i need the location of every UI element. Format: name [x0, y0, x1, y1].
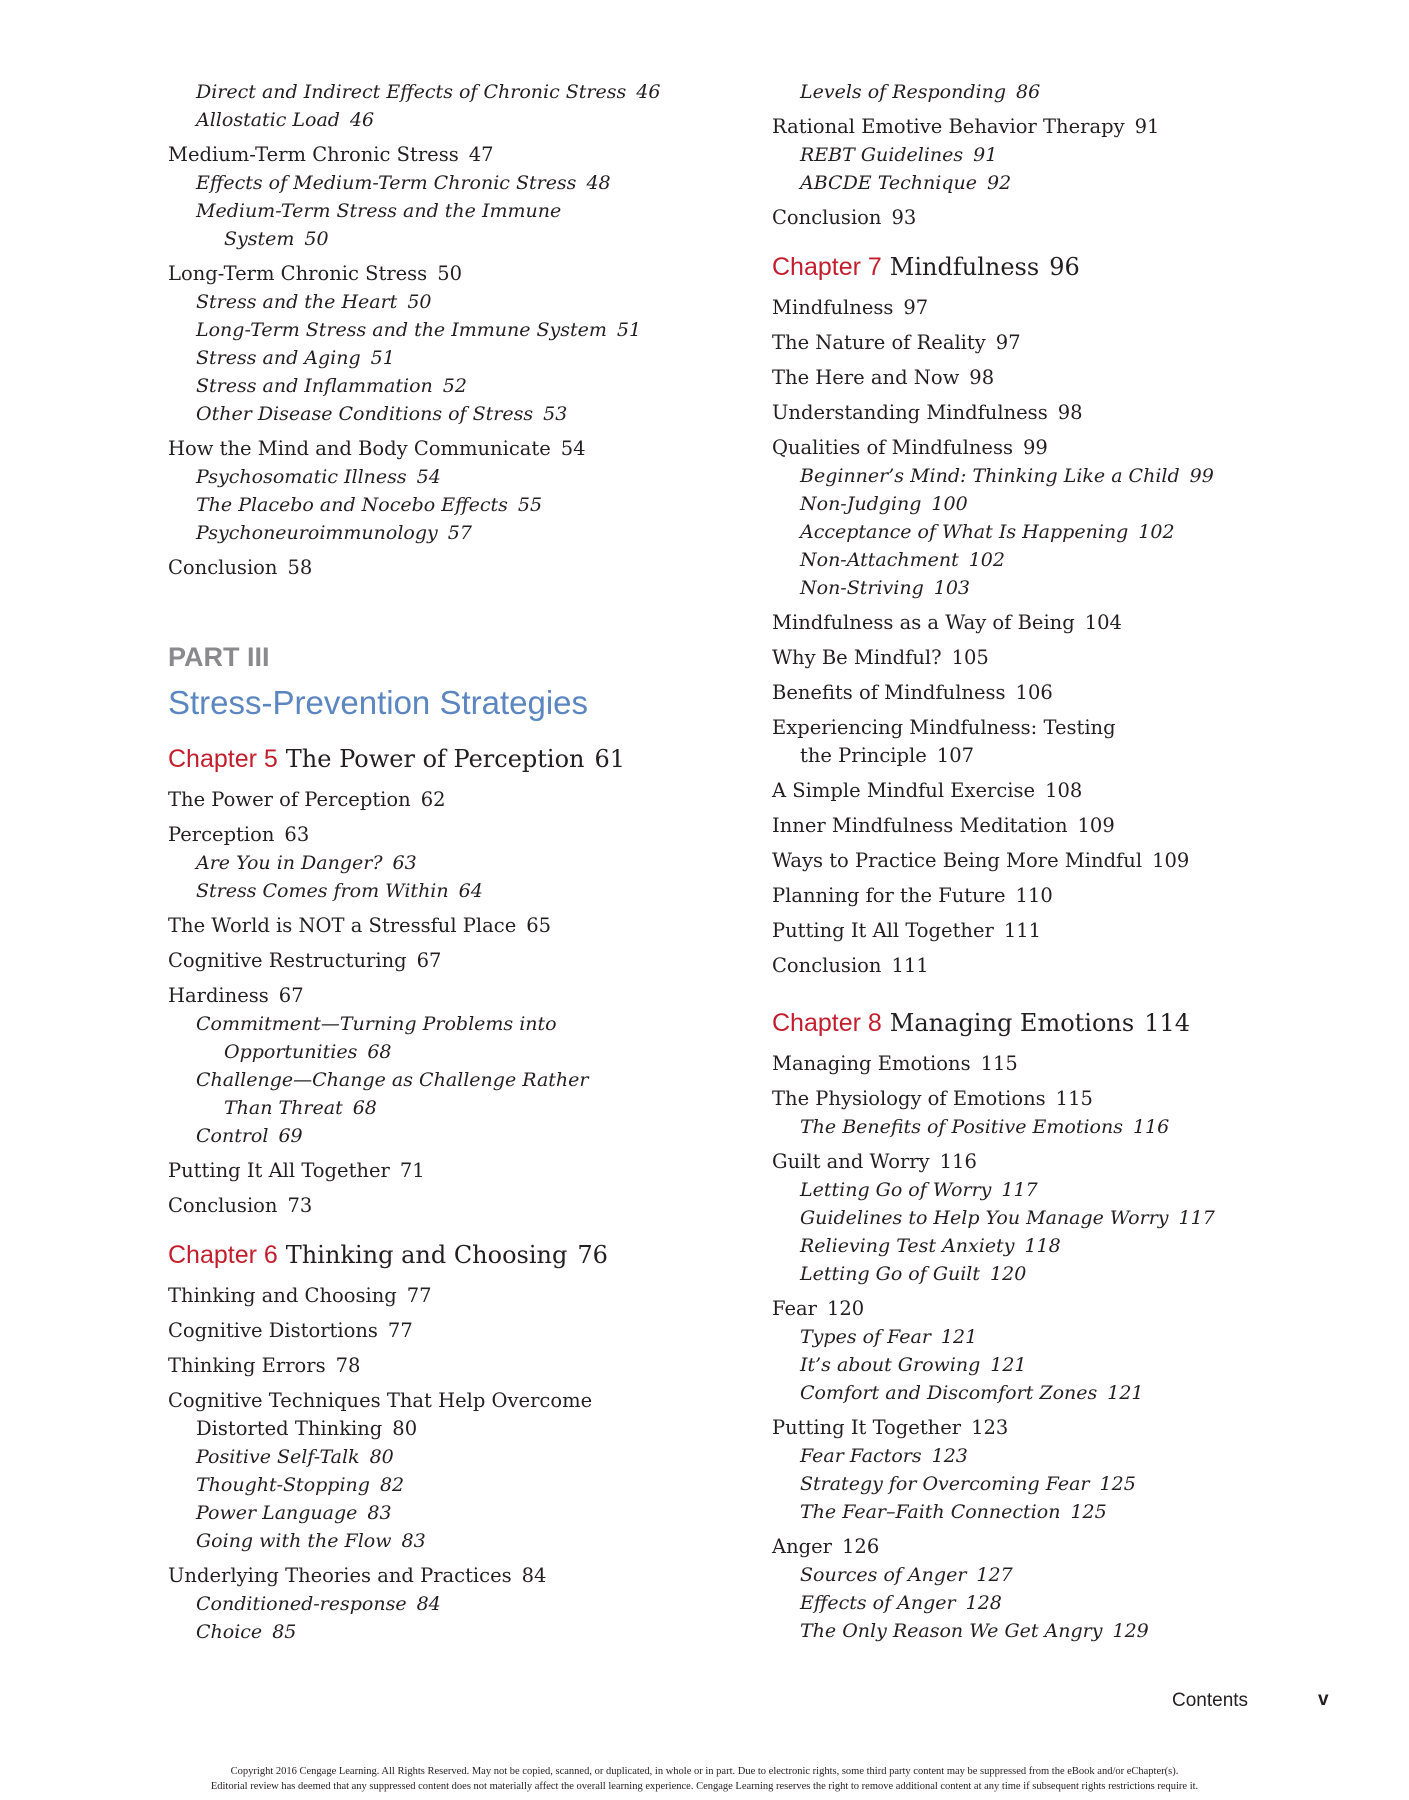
entry-text-continued: the Principle: [800, 744, 927, 767]
toc-entry: [168, 947, 728, 975]
entry-text: Qualities of Mindfulness: [772, 436, 1013, 459]
page-number: 63: [392, 852, 417, 874]
toc-subentry: [772, 518, 1372, 546]
toc-subentry: [168, 197, 728, 253]
page-number: 50: [407, 291, 432, 313]
toc-entry: [168, 1317, 728, 1345]
toc-entry: [772, 204, 1372, 232]
page-number: 67: [416, 949, 442, 972]
entry-text: The World is NOT a Stressful Place: [168, 914, 517, 937]
toc-subentry: [168, 1066, 728, 1122]
page-number: 118: [1024, 1235, 1061, 1257]
page-number: 127: [976, 1564, 1013, 1586]
entry-text: Cognitive Restructuring: [168, 949, 407, 972]
toc-subentry: [772, 78, 1372, 106]
entry-text: Thinking and Choosing: [168, 1284, 397, 1307]
entry-text: Mindfulness: [772, 296, 894, 319]
toc-subentry: [772, 1260, 1372, 1288]
entry-text: Putting It All Together: [772, 919, 994, 942]
page-number: 115: [1055, 1087, 1093, 1110]
toc-subentry: [168, 519, 728, 547]
page-number: 121: [990, 1354, 1027, 1376]
toc-subentry: [168, 400, 728, 428]
running-footer-label: Contents: [1172, 1690, 1249, 1711]
toc-subentry: [168, 877, 728, 905]
toc-subentry: [772, 574, 1372, 602]
toc-entry: [772, 1050, 1372, 1078]
entry-text: Guidelines to Help You Manage Worry: [800, 1207, 1169, 1229]
page-number: 52: [442, 375, 467, 397]
chapter-number: Chapter 8: [772, 1009, 882, 1037]
toc-subentry: [168, 1443, 728, 1471]
entry-continuation-line: [168, 1415, 728, 1443]
chapter-number: Chapter 6: [168, 1241, 278, 1269]
entry-text: Rational Emotive Behavior Therapy: [772, 115, 1125, 138]
entry-text: Conclusion: [772, 954, 882, 977]
entry-text: The Benefits of Positive Emotions: [800, 1116, 1123, 1138]
toc-entry: [772, 882, 1372, 910]
page-number: 115: [980, 1052, 1018, 1075]
page-number: 108: [1045, 779, 1083, 802]
toc-entry: [772, 329, 1372, 357]
toc-subentry: [772, 1176, 1372, 1204]
entry-text: Psychoneuroimmunology: [196, 522, 438, 544]
entry-text: Ways to Practice Being More Mindful: [772, 849, 1143, 872]
entry-text: The Power of Perception: [168, 788, 411, 811]
page-number: 46: [636, 81, 661, 103]
toc-entry: [168, 1192, 728, 1220]
chapter-number: Chapter 5: [168, 745, 278, 773]
chapter-page: 61: [594, 745, 626, 773]
toc-subentry: [772, 1442, 1372, 1470]
entry-text: The Fear–Faith Connection: [800, 1501, 1061, 1523]
entry-text: Control: [196, 1125, 269, 1147]
entry-text: Commitment—Turning Problems into: [196, 1013, 557, 1035]
page-number: 83: [367, 1502, 392, 1524]
entry-continuation-line: [772, 742, 1372, 770]
entry-text: A Simple Mindful Exercise: [772, 779, 1036, 802]
page-number: 116: [939, 1150, 977, 1173]
toc-subentry: [168, 106, 728, 134]
page-number: 83: [401, 1530, 426, 1552]
entry-text: The Placebo and Nocebo Effects: [196, 494, 508, 516]
entry-text: Choice: [196, 1621, 263, 1643]
toc-subentry: [772, 1589, 1372, 1617]
toc-subentry: [772, 546, 1372, 574]
toc-subentry: [772, 169, 1372, 197]
toc-entry: [168, 982, 728, 1010]
entry-text: REBT Guidelines: [800, 144, 964, 166]
page-number: 86: [1016, 81, 1041, 103]
page-number: 91: [1134, 115, 1160, 138]
page-number: 102: [968, 549, 1005, 571]
page-number: 46: [349, 109, 375, 131]
entry-text: Beginner’s Mind: Thinking Like a Child: [800, 465, 1180, 487]
page-number: 105: [951, 646, 989, 669]
entry-text: It’s about Growing: [800, 1354, 981, 1376]
toc-subentry: [168, 78, 728, 106]
page-number: 77: [406, 1284, 432, 1307]
toc-entry: [168, 786, 728, 814]
entry-text: Positive Self-Talk: [196, 1446, 360, 1468]
entry-text: Stress Comes from Within: [196, 880, 449, 902]
page-number: 129: [1112, 1620, 1149, 1642]
page-number: 77: [387, 1319, 413, 1342]
entry-text: Conditioned-response: [196, 1593, 407, 1615]
toc-entry: [168, 912, 728, 940]
toc-entry: [168, 141, 728, 169]
entry-text: Long-Term Stress and the Immune System: [196, 319, 607, 341]
toc-entry: [772, 364, 1372, 392]
toc-entry: [772, 1085, 1372, 1113]
page-number: 48: [586, 172, 611, 194]
toc-subentry: [168, 316, 728, 344]
copyright-line: Copyright 2016 Cengage Learning. All Rights Reserved. May not be copied, scanned, or duplicated, in whole or in part. Due to electronic rights, some third party content may be suppressed from the eBook and/or eChapter(s).: [230, 1766, 1179, 1777]
entry-text: Letting Go of Guilt: [800, 1263, 981, 1285]
page-number: 126: [842, 1535, 880, 1558]
toc-subentry: [772, 1323, 1372, 1351]
entry-text: Medium-Term Stress and the Immune: [196, 200, 562, 222]
toc-entry: [772, 1414, 1372, 1442]
page-number: 128: [965, 1592, 1002, 1614]
chapter-title: Thinking and Choosing: [285, 1241, 568, 1269]
toc-entry: [772, 609, 1372, 637]
toc-subentry: [168, 1010, 728, 1066]
page-number: 71: [399, 1159, 425, 1182]
page-number: 92: [987, 172, 1012, 194]
entry-text: Putting It Together: [772, 1416, 962, 1439]
entry-text: Levels of Responding: [800, 81, 1006, 103]
page-number: 68: [352, 1097, 377, 1119]
page-number: 50: [304, 228, 329, 250]
entry-text: Types of Fear: [800, 1326, 931, 1348]
chapter-title: Managing Emotions: [889, 1009, 1135, 1037]
toc-subentry: [772, 1113, 1372, 1141]
toc-entry: [772, 1148, 1372, 1176]
entry-text: Benefits of Mindfulness: [772, 681, 1006, 704]
toc-entry: [772, 434, 1372, 462]
toc-entry: [168, 435, 728, 463]
page-number: 102: [1138, 521, 1175, 543]
entry-text: Effects of Anger: [800, 1592, 956, 1614]
entry-text: Thinking Errors: [168, 1354, 326, 1377]
toc-entry: [168, 821, 728, 849]
page-number: 110: [1015, 884, 1053, 907]
entry-text: Relieving Test Anxiety: [800, 1235, 1015, 1257]
part-title: Stress-Prevention Strategies: [168, 684, 589, 721]
entry-text: Psychosomatic Illness: [196, 466, 407, 488]
entry-text: Understanding Mindfulness: [772, 401, 1048, 424]
page-number: 69: [278, 1125, 303, 1147]
entry-text: Effects of Medium-Term Chronic Stress: [196, 172, 577, 194]
toc-subentry: [168, 169, 728, 197]
toc-entry: [772, 644, 1372, 672]
entry-text-continued: System: [224, 228, 295, 250]
toc-entry: [772, 679, 1372, 707]
entry-text: Direct and Indirect Effects of Chronic Stress: [196, 81, 627, 103]
toc-entry: [168, 1387, 728, 1443]
toc-subentry: [772, 1498, 1372, 1526]
entry-text: Fear Factors: [800, 1445, 922, 1467]
page-number: 120: [990, 1263, 1027, 1285]
page-number: 104: [1084, 611, 1122, 634]
chapter-page: 114: [1144, 1009, 1191, 1037]
entry-text: Mindfulness as a Way of Being: [772, 611, 1075, 634]
toc-subentry: [772, 1617, 1372, 1645]
entry-text: Are You in Danger?: [196, 852, 383, 874]
entry-text: The Nature of Reality: [772, 331, 986, 354]
toc-entry: [772, 952, 1372, 980]
toc-entry: [772, 399, 1372, 427]
toc-entry: [168, 1562, 728, 1590]
entry-text: Fear: [772, 1297, 817, 1320]
entry-text: Thought-Stopping: [196, 1474, 370, 1496]
toc-subentry: [168, 849, 728, 877]
toc-entry: [772, 917, 1372, 945]
page-number: 103: [933, 577, 971, 599]
entry-text: Conclusion: [772, 206, 882, 229]
page-number: 62: [420, 788, 446, 811]
entry-text: The Physiology of Emotions: [772, 1087, 1046, 1110]
entry-continuation-line: [196, 225, 728, 253]
toc-entry: [772, 847, 1372, 875]
toc-subentry: [168, 1590, 728, 1618]
entry-text-continued: Than Threat: [224, 1097, 343, 1119]
entry-text-continued: Distorted Thinking: [196, 1417, 383, 1440]
entry-text: Medium-Term Chronic Stress: [168, 143, 459, 166]
toc-subentry: [168, 1122, 728, 1150]
chapter-title: The Power of Perception: [285, 745, 585, 773]
page-number: 73: [287, 1194, 313, 1217]
toc-entry: [168, 554, 728, 582]
page-number: 54: [416, 466, 441, 488]
page-number: 54: [560, 437, 586, 460]
page-number: 51: [370, 347, 395, 369]
toc-subentry: [168, 1618, 728, 1646]
chapter-heading: [168, 742, 728, 779]
entry-text: Allostatic Load: [196, 109, 340, 131]
entry-continuation-line: [196, 1094, 728, 1122]
entry-text: Putting It All Together: [168, 1159, 390, 1182]
entry-text: Challenge—Change as Challenge Rather: [196, 1069, 589, 1091]
entry-text: Power Language: [196, 1502, 358, 1524]
toc-entry: [772, 812, 1372, 840]
page-number: 80: [369, 1446, 394, 1468]
page-number: 78: [335, 1354, 361, 1377]
page-number: 51: [616, 319, 642, 341]
entry-text: Stress and Aging: [196, 347, 361, 369]
toc-entry: [772, 714, 1372, 770]
entry-text: Conclusion: [168, 556, 278, 579]
page-number: 123: [931, 1445, 968, 1467]
page-number: 99: [1189, 465, 1214, 487]
page-number: 125: [1099, 1473, 1136, 1495]
entry-text: Non-Attachment: [800, 549, 959, 571]
toc-subentry: [168, 372, 728, 400]
page-number: 120: [826, 1297, 865, 1320]
entry-text: Planning for the Future: [772, 884, 1006, 907]
page-number: 109: [1077, 814, 1115, 837]
chapter-page: 96: [1049, 253, 1080, 281]
toc-subentry: [772, 1204, 1372, 1232]
entry-text: Non-Striving: [800, 577, 924, 599]
page-number: 53: [543, 403, 568, 425]
toc-entry: [168, 1157, 728, 1185]
page-number: 99: [1023, 436, 1048, 459]
toc-right-column: [772, 78, 1372, 1645]
page-number: 80: [392, 1417, 418, 1440]
page-number: 111: [891, 954, 929, 977]
toc-subentry: [772, 1232, 1372, 1260]
entry-text: Perception: [168, 823, 275, 846]
toc-subentry: [168, 344, 728, 372]
entry-text: Hardiness: [168, 984, 269, 1007]
toc-entry: [772, 294, 1372, 322]
page-number: v: [1318, 1689, 1329, 1710]
page-number: 67: [278, 984, 304, 1007]
toc-left-column: [168, 78, 728, 1646]
entry-text: ABCDE Technique: [800, 172, 977, 194]
entry-text: Comfort and Discomfort Zones: [800, 1382, 1098, 1404]
toc-entry: [168, 1352, 728, 1380]
page-number: 100: [931, 493, 968, 515]
entry-text: Acceptance of What Is Happening: [800, 521, 1129, 543]
page-number: 111: [1003, 919, 1042, 942]
page-number: 98: [1057, 401, 1083, 424]
entry-text: Managing Emotions: [772, 1052, 971, 1075]
entry-text: Conclusion: [168, 1194, 278, 1217]
page-number: 121: [940, 1326, 978, 1348]
toc-subentry: [772, 141, 1372, 169]
entry-text: Experiencing Mindfulness: Testing: [772, 716, 1116, 739]
page-number: 98: [969, 366, 995, 389]
entry-text: Strategy for Overcoming Fear: [800, 1473, 1090, 1495]
page-number: 50: [437, 262, 463, 285]
toc-subentry: [772, 1351, 1372, 1379]
entry-continuation-line: [196, 1038, 728, 1066]
part-label: PART III: [168, 642, 270, 672]
page-number: 117: [1178, 1207, 1215, 1229]
toc-subentry: [168, 1471, 728, 1499]
chapter-heading: [772, 250, 1372, 287]
toc-entry: [772, 113, 1372, 141]
page-number: 93: [891, 206, 917, 229]
page-number: 91: [973, 144, 998, 166]
page-number: 47: [468, 143, 494, 166]
page-number: 121: [1107, 1382, 1144, 1404]
toc-subentry: [772, 490, 1372, 518]
part-heading: [168, 640, 728, 724]
entry-text: Sources of Anger: [800, 1564, 967, 1586]
toc-subentry: [168, 1499, 728, 1527]
chapter-heading: [772, 1006, 1372, 1043]
entry-text: How the Mind and Body Communicate: [168, 437, 551, 460]
entry-text: Long-Term Chronic Stress: [168, 262, 428, 285]
entry-text: Other Disease Conditions of Stress: [196, 403, 534, 425]
entry-text: Cognitive Techniques That Help Overcome: [168, 1389, 593, 1412]
toc-subentry: [168, 463, 728, 491]
page-number: 125: [1070, 1501, 1107, 1523]
toc-subentry: [168, 1527, 728, 1555]
toc-subentry: [168, 491, 728, 519]
copyright-line: Editorial review has deemed that any suppressed content does not materially affect the overall learning experience. Cengage Learning reserves the right to remove additional content at any time if subsequent rights restrictions require it.: [210, 1781, 1199, 1792]
toc-entry: [772, 1295, 1372, 1323]
entry-text: Inner Mindfulness Meditation: [772, 814, 1068, 837]
chapter-page: 76: [577, 1241, 608, 1269]
entry-text: Non-Judging: [800, 493, 922, 515]
page-number: 82: [379, 1474, 405, 1496]
entry-text: Why Be Mindful?: [772, 646, 942, 669]
page-number: 58: [287, 556, 313, 579]
page-number: 84: [521, 1564, 547, 1587]
page-number: 57: [447, 522, 472, 544]
page-number: 97: [995, 331, 1021, 354]
toc-entry: [168, 260, 728, 288]
page-number: 68: [367, 1041, 392, 1063]
page-number: 55: [517, 494, 543, 516]
chapter-heading: [168, 1238, 728, 1275]
page-number: 85: [272, 1621, 297, 1643]
page-number: 63: [284, 823, 310, 846]
chapter-number: Chapter 7: [772, 253, 882, 281]
entry-text: Stress and the Heart: [196, 291, 398, 313]
toc-subentry: [772, 1470, 1372, 1498]
copyright-notice: [0, 1764, 1409, 1794]
page-number: 97: [903, 296, 929, 319]
page-number: 107: [936, 744, 975, 767]
page-number: 123: [971, 1416, 1009, 1439]
entry-text: Cognitive Distortions: [168, 1319, 378, 1342]
toc-entry: [168, 1282, 728, 1310]
toc-subentry: [772, 1561, 1372, 1589]
entry-text: Stress and Inflammation: [196, 375, 433, 397]
toc-subentry: [772, 1379, 1372, 1407]
page-number: 109: [1152, 849, 1190, 872]
entry-text: Anger: [772, 1535, 832, 1558]
page-number: 116: [1132, 1116, 1170, 1138]
page-number: 106: [1015, 681, 1053, 704]
toc-subentry: [772, 462, 1372, 490]
toc-entry: [772, 1533, 1372, 1561]
page-number: 84: [416, 1593, 441, 1615]
page-number: 117: [1001, 1179, 1038, 1201]
entry-text: Going with the Flow: [196, 1530, 392, 1552]
toc-entry: [772, 777, 1372, 805]
entry-text: Underlying Theories and Practices: [168, 1564, 512, 1587]
entry-text: Letting Go of Worry: [800, 1179, 992, 1201]
toc-subentry: [168, 288, 728, 316]
entry-text: The Here and Now: [772, 366, 960, 389]
page-number: 64: [458, 880, 483, 902]
entry-text: The Only Reason We Get Angry: [800, 1620, 1103, 1642]
entry-text: Guilt and Worry: [772, 1150, 930, 1173]
page-number: 65: [526, 914, 552, 937]
entry-text-continued: Opportunities: [224, 1041, 358, 1063]
chapter-title: Mindfulness: [889, 253, 1040, 281]
